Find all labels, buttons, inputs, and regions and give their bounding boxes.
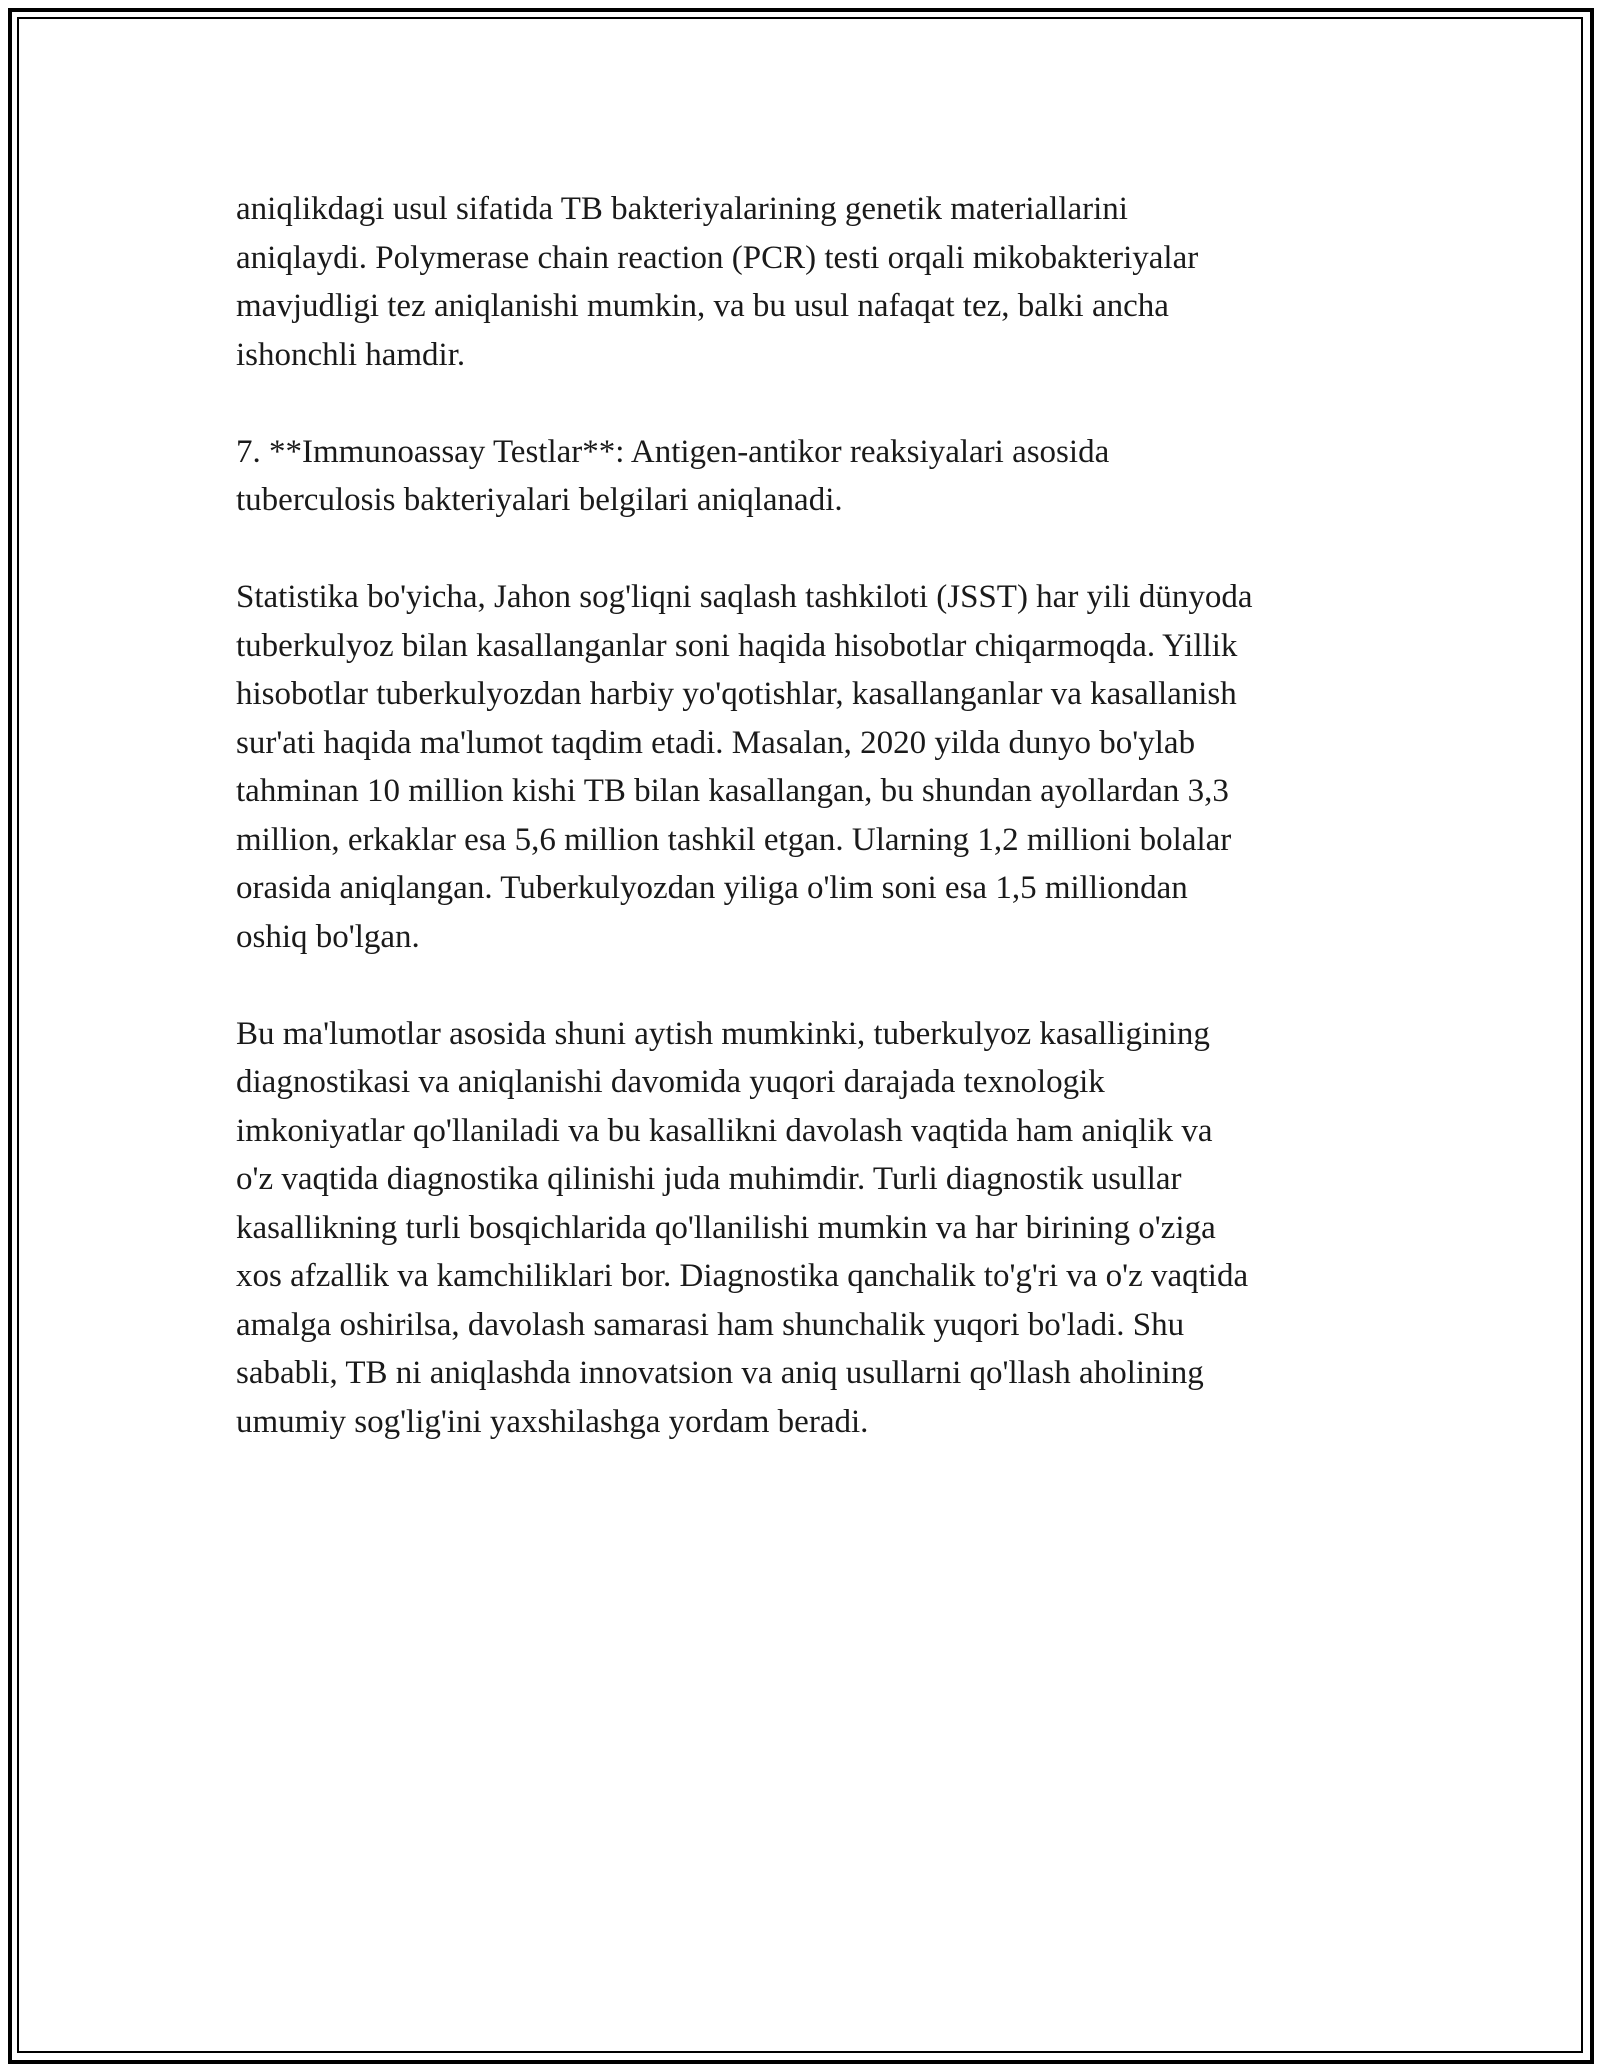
paragraph-pcr-test: aniqlikdagi usul sifatida TB bakteriyalarining genetik materiallarini aniqlaydi. Polymerase chain reaction (PCR) testi orqali mikobakteriyalar mavjudligi tez aniqlanishi mumkin, va bu usul nafaqat tez, balki ancha ishonchli hamdir.	[236, 191, 1199, 373]
paragraph-immunoassay: 7. **Immunoassay Testlar**: Antigen-antikor reaksiyalari asosida tuberculosis bakteriyalari belgilari aniqlanadi.	[236, 433, 1110, 518]
document-body	[236, 185, 1376, 1495]
paragraph-conclusion: Bu ma'lumotlar asosida shuni aytish mumkinki, tuberkulyoz kasalligining diagnostikasi va aniqlanishi davomida yuqori darajada texnologik imkoniyatlar qo'llaniladi va bu kasallikni davolash vaqtida ham aniqlik va o'z vaqtida diagnostika qilinishi juda muhimdir. Turli diagnostik usullar kasallikning turli bosqichlarida qo'llanilishi mumkin va har birining o'ziga xos afzallik va kamchiliklari bor. Diagnostika qanchalik to'g'ri va o'z vaqtida amalga oshirilsa, davolash samarasi ham shunchalik yuqori bo'ladi. Shu sababli, TB ni aniqlashda innovatsion va aniq usullarni qo'llash aholining umumiy sog'lig'ini yaxshilashga yordam beradi.	[236, 1015, 1249, 1440]
paragraph-statistics: Statistika bo'yicha, Jahon sog'liqni saqlash tashkiloti (JSST) har yili dünyoda tuberkulyoz bilan kasallanganlar soni haqida hisobotlar chiqarmoqda. Yillik hisobotlar tuberkulyozdan harbiy yo'qotishlar, kasallanganlar va kasallanish sur'ati haqida ma'lumot taqdim etadi. Masalan, 2020 yilda dunyo bo'ylab tahminan 10 million kishi TB bilan kasallangan, bu shundan ayollardan 3,3 million, erkaklar esa 5,6 million tashkil etgan. Ularning 1,2 millioni bolalar orasida aniqlangan. Tuberkulyozdan yiliga o'lim soni esa 1,5 milliondan oshiq bo'lgan.	[236, 579, 1253, 955]
